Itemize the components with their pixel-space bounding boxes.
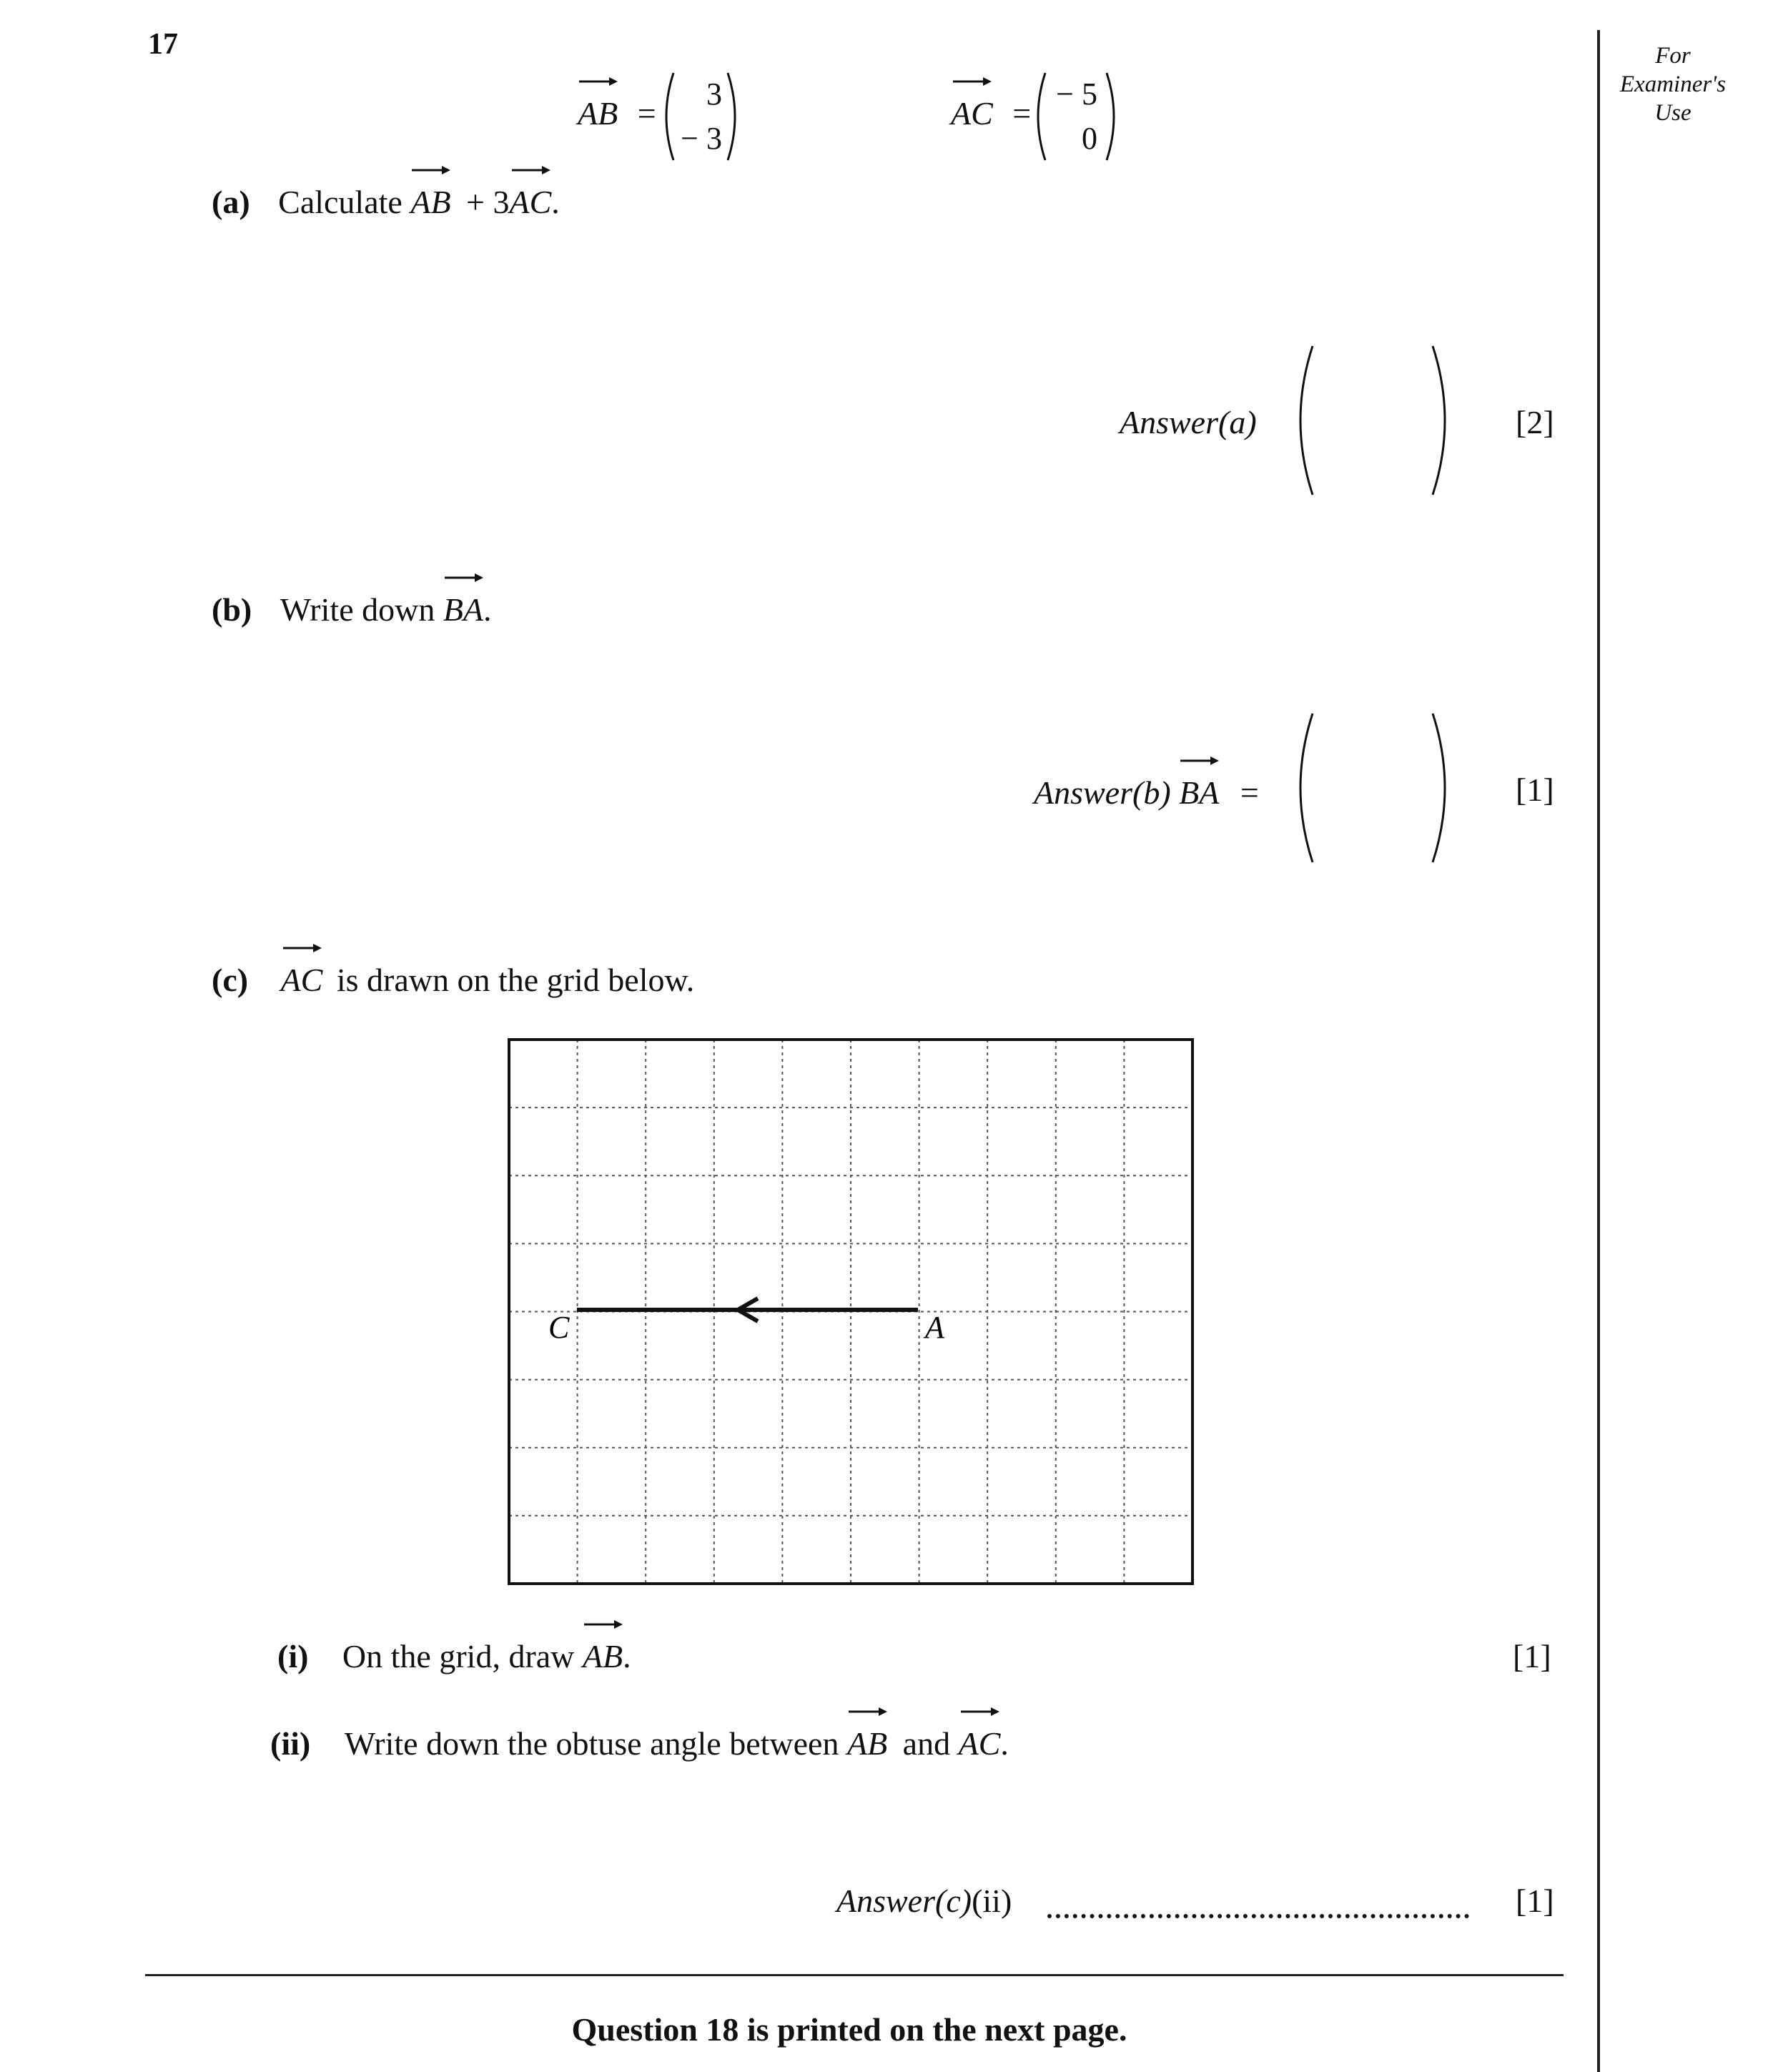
part-c-ii-question: (ii) Write down the obtuse angle between AB and AC . (270, 1725, 1009, 1762)
vector-ac-name: AC (951, 94, 993, 132)
examiner-line-2: Examiner's (1619, 71, 1727, 97)
vector-arrow-icon (959, 1707, 999, 1717)
part-b-answer-label: Answer(b) BA = (1034, 774, 1259, 811)
footer-rule (145, 1974, 1564, 1976)
vector-ab-name: AB (578, 94, 618, 132)
part-a-vector-1: AB (410, 183, 450, 221)
vector-ac-bottom: 0 (1082, 121, 1097, 156)
part-c-label: (c) (212, 962, 249, 998)
part-a-marks: [2] (1516, 404, 1554, 440)
part-c-ii-label: (ii) (270, 1725, 311, 1762)
vector-ac-top: − 5 (1056, 77, 1097, 112)
part-c-i-marks: [1] (1513, 1638, 1551, 1674)
point-c-label: C (548, 1310, 570, 1345)
part-c-ii-marks: [1] (1516, 1883, 1554, 1919)
part-b-question: (b) Write down BA . (212, 591, 492, 628)
part-c-i-label: (i) (277, 1638, 309, 1674)
part-a-operator: + 3 (466, 184, 510, 220)
part-c-question (212, 961, 694, 999)
part-a-text: Calculate (278, 184, 402, 220)
part-a-vector-2: AC (510, 183, 552, 221)
part-c-text: is drawn on the grid below. (336, 962, 695, 998)
vector-arrow-icon (583, 1619, 623, 1629)
vector-arrow-icon (443, 573, 483, 583)
part-a-answer-label: Answer(a) (1120, 404, 1257, 440)
vector-arrow-icon (282, 943, 322, 953)
vector-arrow-icon (952, 77, 992, 87)
vector-arrow-icon (510, 165, 550, 175)
vector-ab-top: 3 (706, 77, 722, 112)
footer-note: Question 18 is printed on the next page. (571, 2011, 1127, 2048)
vector-arrow-icon (1179, 756, 1219, 766)
examiner-line-3: Use (1654, 100, 1691, 126)
examiner-line-1: For (1655, 43, 1691, 69)
part-b-vector: BA (443, 591, 483, 628)
vector-ab-bottom: − 3 (681, 121, 722, 156)
examiner-use-label (1601, 41, 1744, 127)
part-a-label: (a) (212, 184, 250, 220)
part-a-question: (a) Calculate AB + 3AC . (212, 183, 560, 221)
vector-arrow-icon (410, 165, 450, 175)
vector-ab-column (658, 70, 744, 163)
vector-grid[interactable] (508, 1038, 1194, 1585)
part-b-answer-vector: BA (1179, 774, 1219, 811)
part-a-answer-bracket-icon (1287, 342, 1458, 499)
part-b-text: Write down (280, 591, 435, 628)
question-number: 17 (148, 28, 178, 61)
part-c-vector: AC (281, 961, 323, 999)
margin-rule (1597, 30, 1600, 2072)
vector-ab-definition: AB = (578, 94, 656, 132)
part-c-i-vector: AB (583, 1637, 623, 1675)
part-c-i-text: On the grid, draw (342, 1638, 575, 1674)
point-a-label: A (925, 1310, 944, 1345)
part-c-ii-vector-1: AB (847, 1725, 887, 1762)
part-c-ii-text: Write down the obtuse angle between (344, 1725, 839, 1762)
vector-arrow-icon (578, 77, 618, 87)
vector-ac-column (1029, 70, 1122, 163)
part-c-ii-vector-2: AC (959, 1725, 1001, 1762)
part-c-ii-answer-line[interactable] (1047, 1914, 1469, 1918)
part-b-answer-bracket-icon (1287, 709, 1458, 867)
part-b-marks: [1] (1516, 771, 1554, 808)
part-b-label: (b) (212, 591, 252, 628)
vector-arrow-icon (847, 1707, 887, 1717)
part-c-i-question: (i) On the grid, draw AB . (277, 1637, 631, 1675)
part-c-ii-answer-label: Answer(c)(ii) (836, 1883, 1012, 1919)
vector-ac-definition: AC = (951, 94, 1031, 132)
